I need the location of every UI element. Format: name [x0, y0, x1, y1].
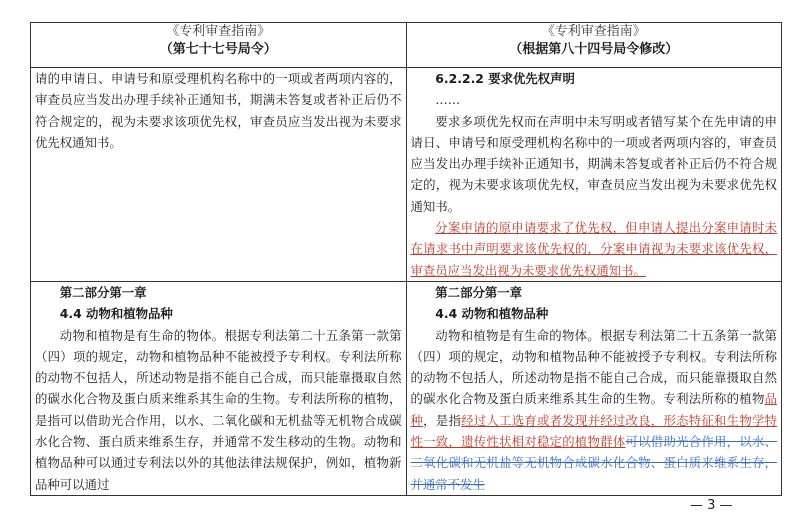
- left-header-title: 《专利审查指南》: [166, 24, 271, 39]
- right-priority-text: 要求多项优先权而在声明中未写明或者错写某个在先申请的申请日、申请号和原受理机构名称中的一项或者两项内容的，审查员应当发出办理手续补正通知书，期满未答复或者补正后仍不符合规定的，视为未要求该项优先权，审查员应当发出视为未要求优先权通知书。: [410, 113, 777, 214]
- left-section-heading: 4.4 动物和植物品种: [59, 306, 173, 322]
- right-priority-ellipsis: ……: [435, 92, 461, 108]
- left-species-cell: [31, 281, 407, 495]
- right-priority-cell: [406, 68, 782, 282]
- right-species-text-b: ，是指: [423, 412, 462, 428]
- left-priority-cell: [31, 68, 407, 282]
- document-page: [30, 22, 782, 496]
- right-header-subtitle: （根据第八十四号局令修改）: [509, 42, 679, 57]
- right-species-cell: [406, 281, 782, 495]
- right-chapter-heading: 第二部分第一章: [435, 284, 523, 300]
- deleted-text: 可以借助光合作用，以水、二氧化碳和无机盐等无机物合成碳水化合物、蛋白质来维系生存，并通常不发生: [410, 434, 778, 492]
- right-species-text-a: 动物和植物是有生命的物体。根据专利法第二十五条第一款第（四）项的规定，动物和植物品种不能被授予专利权。专利法所称的动物不包括人，所述动物是指不能自己合成，而只能靠摄取自然的碳水化合物及蛋白质来维系其生命的生物。专利法所称的植物: [410, 327, 777, 407]
- page-number: — 3 —: [690, 498, 733, 513]
- right-header-title: 《专利审查指南》: [541, 24, 646, 39]
- left-header-cell: [31, 23, 407, 68]
- left-header-subtitle: （第七十七号局令）: [159, 42, 277, 57]
- comparison-table: [30, 22, 782, 496]
- right-section-heading: 4.4 动物和植物品种: [435, 306, 549, 322]
- right-header-cell: [406, 23, 782, 68]
- right-priority-inserted-paragraph: [411, 217, 778, 281]
- species-row: [31, 281, 782, 495]
- right-priority-heading: 6.2.2.2 要求优先权声明: [435, 71, 575, 86]
- inserted-text: 品种: [410, 391, 777, 428]
- inserted-text: 分案申请的原申请要求了优先权，但申请人提出分案申请时未在请求书中声明要求该优先权的，分案申请视为未要求该优先权，审查员应当发出视为未要求优先权通知书。: [410, 220, 777, 278]
- left-chapter-heading: 第二部分第一章: [59, 284, 147, 300]
- left-priority-text: 请的申请日、申请号和原受理机构名称中的一项或者两项内容的，审查员应当发出办理手续补正通知书，期满未答复或者补正后仍不符合规定的，视为未要求该项优先权，审查员应当发出视为未要求优先权通知书。: [35, 71, 402, 150]
- header-row: [31, 23, 782, 68]
- inserted-text: 经过人工选育或者发现并经过改良，形态特征和生物学特性一致，遗传性状相对稳定的植物群体: [410, 412, 778, 450]
- left-species-text: 动物和植物是有生命的物体。根据专利法第二十五条第一款第（四）项的规定，动物和植物品种不能被授予专利权。专利法所称的动物不包括人，所述动物是指不能自己合成，而只能靠摄取自然的碳水化合物及蛋白质来维系其生命的生物。专利法所称的植物，是指可以借助光合作用，以水、二氧化碳和无机盐等无机物合成碳水化合物、蛋白质来维系生存，并通常不发生移动的生物。动物和植物品种可以通过专利法以外的其他法律法规保护，例如，植物新品种可以通过: [35, 327, 402, 492]
- right-species-text: [411, 325, 778, 495]
- priority-row: [31, 68, 782, 282]
